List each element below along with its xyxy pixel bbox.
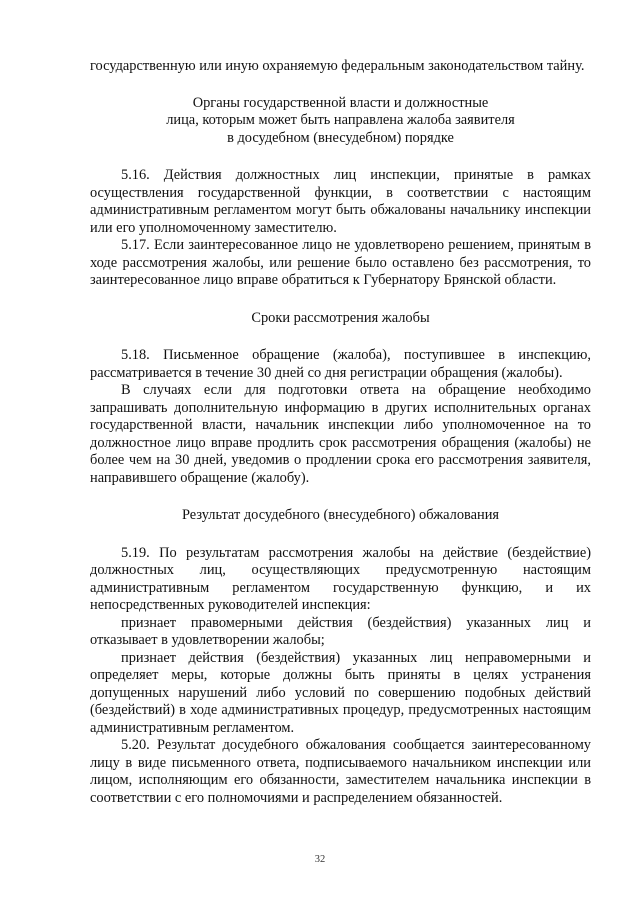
document-body: [90, 58, 591, 807]
paragraph-extension: В случаях если для подготовки ответа на обращение необходимо запрашивать дополнительную информацию в других исполнительных органах государственной власти, начальник инспекции либо уполномоченное на то должностное лицо вправе продлить срок рассмотрения обращения (жалобы) не более чем на 30 дней, уведомив о продлении срока его рассмотрения заявителя, направившего обращение (жалобу).: [90, 382, 591, 486]
section-heading-line: Сроки рассмотрения жалобы: [251, 309, 430, 326]
section-heading-line: Результат досудебного (внесудебного) обжалования: [181, 507, 500, 523]
intro-paragraph: государственную или иную охраняемую федеральным законодательством тайну.: [90, 58, 585, 74]
section-heading-line: Органы государственной власти и должностные: [192, 94, 489, 111]
section-heading-line: лица, которым может быть направлена жалоба заявителя: [166, 112, 515, 128]
paragraph-lawful: признает правомерными действия (бездействия) указанных лиц и отказывает в удовлетворении жалобы;: [90, 614, 591, 648]
paragraph-5-19: 5.19. По результатам рассмотрения жалобы на действие (бездействие) должностных лиц, осуществляющих предусмотренную настоящим административным регламентом государственную функцию, и их непосредственных руководителей инспекция:: [90, 544, 591, 613]
page-number: 32: [314, 854, 326, 865]
paragraph-5-16: 5.16. Действия должностных лиц инспекции, принятые в рамках осуществления государственной функции, в соответствии с настоящим административным регламентом могут быть обжалованы начальнику инспекции или его уполномоченному заместителю.: [90, 167, 591, 236]
section-heading-line: в досудебном (внесудебном) порядке: [227, 129, 454, 146]
paragraph-unlawful: признает действия (бездействия) указанных лиц неправомерными и определяет меры, которые должны быть приняты в целях устранения допущенных нарушений либо условий по совершению подобных действий (бездействий) в ходе административных процедур, предусмотренных настоящим административным регламентом.: [90, 649, 591, 736]
paragraph-5-20: 5.20. Результат досудебного обжалования сообщается заинтересованному лицу в виде письменного ответа, подписываемого начальником инспекции или лицом, исполняющим его обязанности, заместителем начальника инспекции в соответствии с его полномочиями и распределением обязанностей.: [90, 737, 591, 806]
paragraph-5-18: 5.18. Письменное обращение (жалоба), поступившее в инспекцию, рассматривается в течение 30 дней со дня регистрации обращения (жалобы).: [90, 347, 591, 381]
paragraph-5-17: 5.17. Если заинтересованное лицо не удовлетворено решением, принятым в ходе рассмотрения жалобы, или решение было оставлено без рассмотрения, то заинтересованное лицо вправе обратиться к Губернатору Брянской области.: [90, 237, 591, 288]
